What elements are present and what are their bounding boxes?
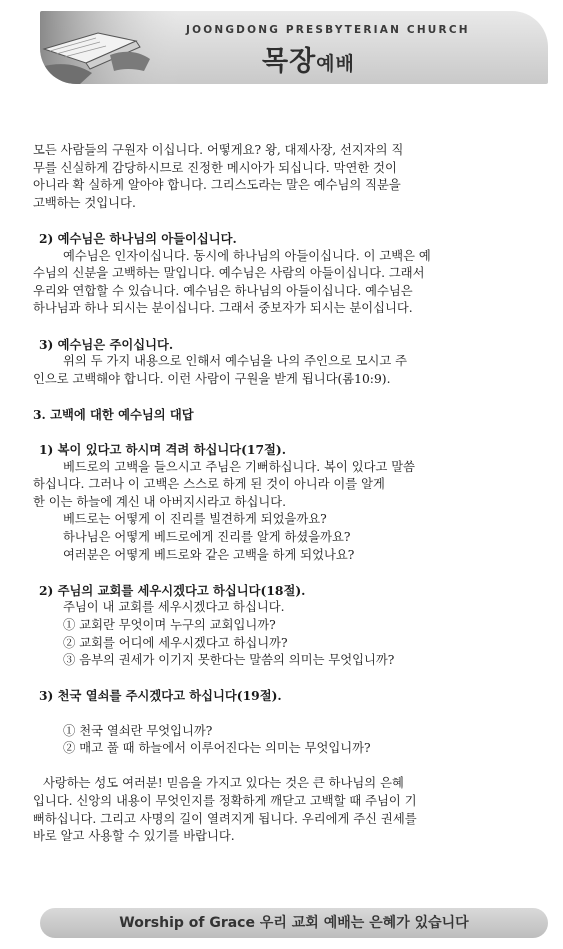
part-heading: 3. 고백에 대한 예수님의 대답 [33, 406, 194, 422]
question-item: 여러분은 어떻게 베드로와 같은 고백을 하게 되었나요? [63, 547, 355, 562]
text-line: 하나님과 하나 되시는 분이십니다. 그래서 중보자가 되시는 분이십니다. [33, 301, 413, 316]
question-item: ② 매고 풀 때 하늘에서 이루어진다는 의미는 무엇입니까? [63, 741, 371, 756]
subsection-heading: 2) 주님의 교회를 세우시겠다고 하십니다(18절). [39, 582, 306, 598]
text-line: 예수님은 인자이십니다. 동시에 하나님의 아들이십니다. 이 고백은 예 [63, 248, 431, 263]
church-name: JOONGDONG PRESBYTERIAN CHURCH [186, 24, 470, 36]
title-sub: 예배 [316, 53, 355, 75]
subsection-heading: 1) 복이 있다고 하시며 격려 하십니다(17절). [39, 442, 286, 458]
question-item: ② 교회를 어디에 세우시겠다고 하십니까? [63, 635, 288, 650]
sermon-body [33, 142, 523, 846]
question-item: ① 천국 열쇠란 무엇입니까? [63, 723, 213, 738]
text-line: 수님의 신분을 고백하는 말입니다. 예수님은 사람의 아들이십니다. 그래서 [33, 266, 425, 281]
text-line: 아니라 확 실하게 알아야 합니다. 그리스도라는 말은 예수님의 직분을 [33, 178, 401, 193]
section-paragraph [33, 248, 523, 318]
text-line: 한 이는 하늘에 계신 내 아버지시라고 하십니다. [33, 494, 287, 509]
page-title [262, 39, 355, 78]
question-item: ③ 음부의 권세가 이기지 못한다는 말씀의 의미는 무엇입니까? [63, 653, 395, 668]
text-line: 인으로 고백해야 합니다. 이런 사람이 구원을 받게 됩니다(롬10:9). [33, 371, 391, 386]
text-line: 바로 알고 사용할 수 있기를 바랍니다. [33, 829, 235, 844]
question-item: 베드로는 어떻게 이 진리를 빌견하게 되었을까요? [63, 512, 327, 527]
text-line: 입니다. 신앙의 내용이 무엇인지를 정확하게 깨닫고 고백할 때 주님이 기 [33, 793, 417, 808]
text-line: 우리와 연합할 수 있습니다. 예수님은 하나님의 아들이십니다. 예수님은 [33, 283, 413, 298]
text-line: 모든 사람들의 구원자 이십니다. 어떻게요? 왕, 대제사장, 선지자의 직 [33, 143, 404, 157]
question-list [33, 723, 523, 758]
section-paragraph [33, 353, 523, 388]
text-line: 하십니다. 그러나 이 고백은 스스로 하게 된 것이 아니라 이를 알게 [33, 477, 385, 492]
text-line: 고백하는 것입니다. [33, 195, 136, 210]
question-list [33, 511, 523, 564]
question-list [33, 599, 523, 669]
section-paragraph [33, 459, 523, 512]
question-item: 주님이 내 교회를 세우시겠다고 하십니다. [63, 600, 285, 615]
text-line: 위의 두 가지 내용으로 인해서 예수님을 나의 주인으로 모시고 주 [63, 354, 408, 369]
question-item: ① 교회란 무엇이며 누구의 교회입니까? [63, 618, 276, 633]
intro-paragraph [33, 142, 523, 212]
subsection-heading: 3) 천국 열쇠를 주시겠다고 하십니다(19절). [39, 688, 282, 704]
header-banner [40, 11, 548, 84]
bible-hands-image [40, 11, 180, 84]
question-item: 하나님은 어떻게 베드로에게 진리를 알게 하셨을까요? [63, 530, 351, 545]
section-heading: 3) 예수님은 주이십니다. [39, 336, 174, 352]
closing-paragraph [33, 775, 523, 845]
footer-banner: Worship of Grace 우리 교회 예배는 은혜가 있습니다 [40, 908, 548, 938]
section-heading: 2) 예수님은 하나님의 아들이십니다. [39, 230, 237, 246]
title-main: 목장 [262, 46, 317, 77]
text-line: 사랑하는 성도 여러분! 믿음을 가지고 있다는 것은 큰 하나님의 은혜 [43, 776, 404, 791]
text-line: 무를 신실하게 감당하시므로 진정한 메시아가 되십니다. 막연한 것이 [33, 160, 397, 175]
text-line: 뻐하십니다. 그리고 사명의 길이 열려지게 됩니다. 우리에게 주신 권세를 [33, 811, 417, 826]
text-line: 베드로의 고백을 들으시고 주님은 기뻐하십니다. 복이 있다고 말씀 [63, 459, 415, 474]
